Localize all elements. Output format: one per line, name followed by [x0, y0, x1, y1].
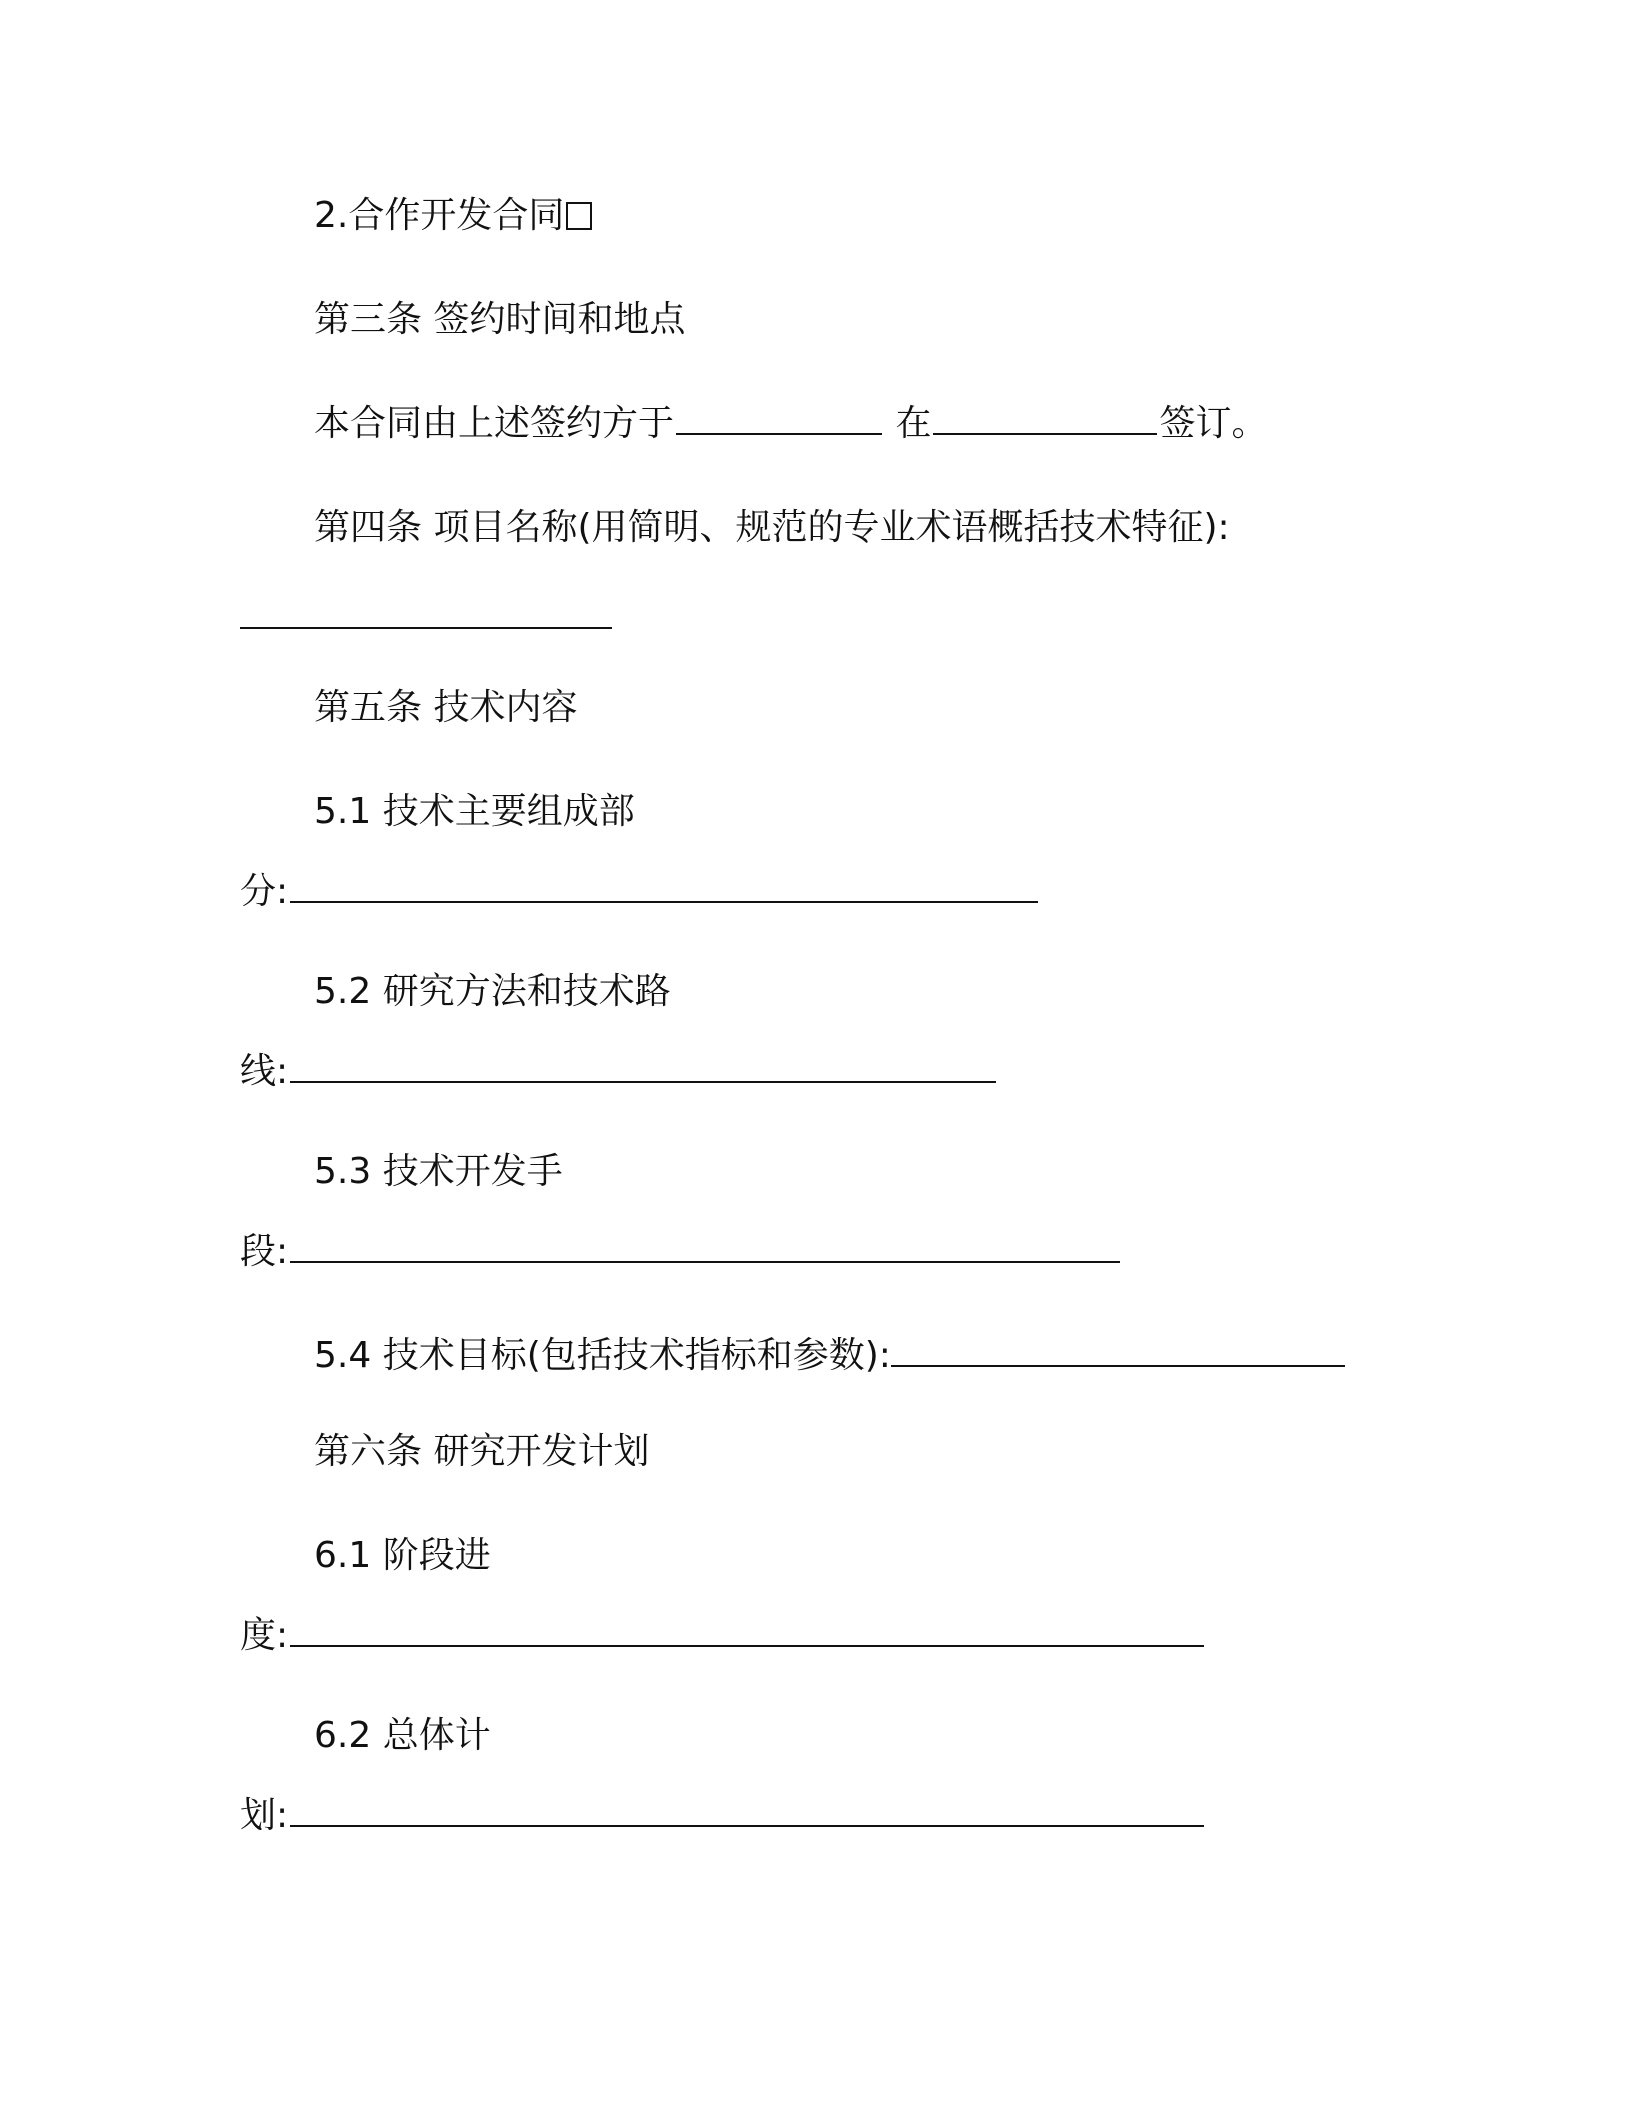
stage-progress-blank[interactable]	[290, 1644, 1204, 1647]
project-name-blank-line	[240, 600, 612, 640]
article-4-heading: 第四条 项目名称(用简明、规范的专业术语概括技术特征):	[314, 507, 1230, 548]
item-6-1-label: 6.1 阶段进	[314, 1535, 491, 1576]
item-cooperative-development-contract	[314, 195, 592, 238]
main-components-blank[interactable]	[290, 900, 1038, 903]
item-5-2-label: 5.2 研究方法和技术路	[314, 971, 671, 1012]
article-5-heading: 第五条 技术内容	[314, 687, 578, 728]
item-6-2-label: 6.2 总体计	[314, 1715, 491, 1756]
research-method-blank[interactable]	[290, 1080, 996, 1083]
item-5-2-fill-line: 线:	[240, 1054, 998, 1094]
item-5-3-fill-line: 段:	[240, 1234, 1122, 1274]
item-5-3-label: 5.3 技术开发手	[314, 1151, 563, 1192]
checkbox[interactable]	[566, 202, 592, 230]
signing-time-place-line: 本合同由上述签约方于 在 签订。	[314, 403, 1268, 444]
article-6-heading: 第六条 研究开发计划	[314, 1431, 650, 1472]
development-means-blank[interactable]	[290, 1260, 1120, 1263]
overall-plan-blank[interactable]	[290, 1824, 1204, 1827]
item-5-4-line: 5.4 技术目标(包括技术指标和参数):	[314, 1338, 1347, 1378]
item-6-2-fill-line: 划:	[240, 1798, 1206, 1838]
item-5-1-label: 5.1 技术主要组成部	[314, 791, 635, 832]
signing-date-blank[interactable]	[676, 432, 882, 435]
item-5-1-fill-line: 分:	[240, 874, 1040, 914]
signing-place-blank[interactable]	[933, 432, 1157, 435]
item-label: 2.合作开发合同	[314, 195, 565, 236]
item-6-1-fill-line: 度:	[240, 1618, 1206, 1658]
article-3-heading: 第三条 签约时间和地点	[314, 299, 686, 340]
project-name-blank[interactable]	[240, 626, 612, 629]
technical-goals-blank[interactable]	[891, 1364, 1345, 1367]
